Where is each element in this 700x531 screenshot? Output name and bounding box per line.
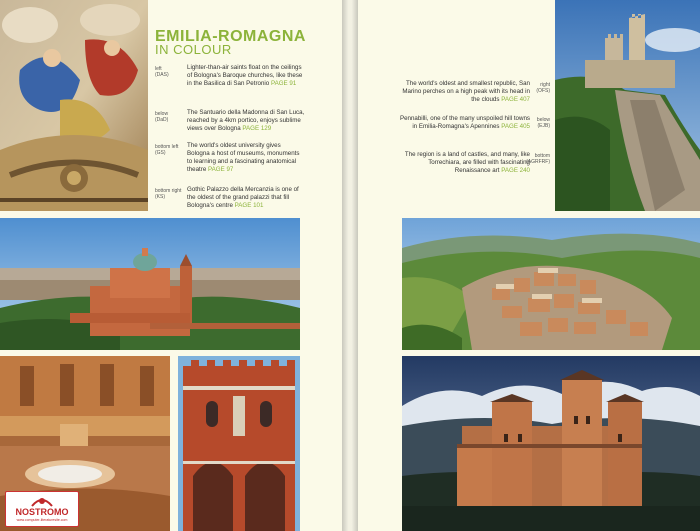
page-reference: PAGE 405 [501,123,530,130]
right-page [358,0,700,531]
caption-text: The Santuario della Madonna di San Luca, reached by a 4km portico, enjoys sublime views over Bologna PAGE 129 [187,109,305,132]
book-gutter [342,0,358,531]
caption-position: bottom left (GS) [155,144,179,156]
page-reference: PAGE 240 [501,167,530,174]
page-reference: PAGE 101 [234,202,264,209]
nostromo-logo: NOSTROMO www.computer-literaturesite.com [5,491,79,527]
section-title: EMILIA-ROMAGNA [155,28,306,45]
caption-text: The region is a land of castles, and many, like Torrechiara, are filled with fascinating Renaissance art PAGE 240 [404,151,530,174]
caption-position: right (OFS) [536,82,550,94]
caption-position: below (EJB) [536,117,550,129]
caption-text: Gothic Palazzo della Mercanzia is one of the oldest of the grand palazzi that fill Bologna's centre PAGE 101 [187,186,299,209]
san-luca-sanctuary-photo [0,218,300,350]
caption-position: bottom (AGRFRF) [526,153,550,165]
palazzo-mercanzia-photo [178,356,300,531]
page-reference: PAGE 407 [501,96,530,103]
left-page [0,0,342,531]
baroque-ceiling-photo [0,0,148,211]
page-reference: PAGE 91 [270,80,297,87]
caption-text: Pennabilli, one of the many unspoiled hill towns in Emilia-Romagna's Apennines PAGE 405 [399,115,530,130]
san-marino-photo [555,0,700,211]
page-reference: PAGE 97 [208,166,234,173]
caption-position: bottom right (KS) [155,188,182,200]
page-reference: PAGE 129 [242,125,272,132]
caption-position: left (DAS) [155,66,169,78]
torrechiara-castle-photo [402,356,700,531]
caption-position: below (DaD) [155,111,169,123]
pennabilli-photo [402,218,700,350]
caption-text: Lighter-than-air saints float on the ceilings of Bologna's Baroque churches, like these in the Basilica di San Petronio PAGE 91 [187,64,303,87]
caption-text: The world's oldest university gives Bologna a host of museums, monuments to learning and a fascinating anatomical theatre PAGE 97 [187,142,300,173]
section-subtitle: IN COLOUR [155,42,232,57]
caption-text: The world's oldest and smallest republic, San Marino perches on a high peak with its head in the clouds PAGE 407 [402,80,530,103]
